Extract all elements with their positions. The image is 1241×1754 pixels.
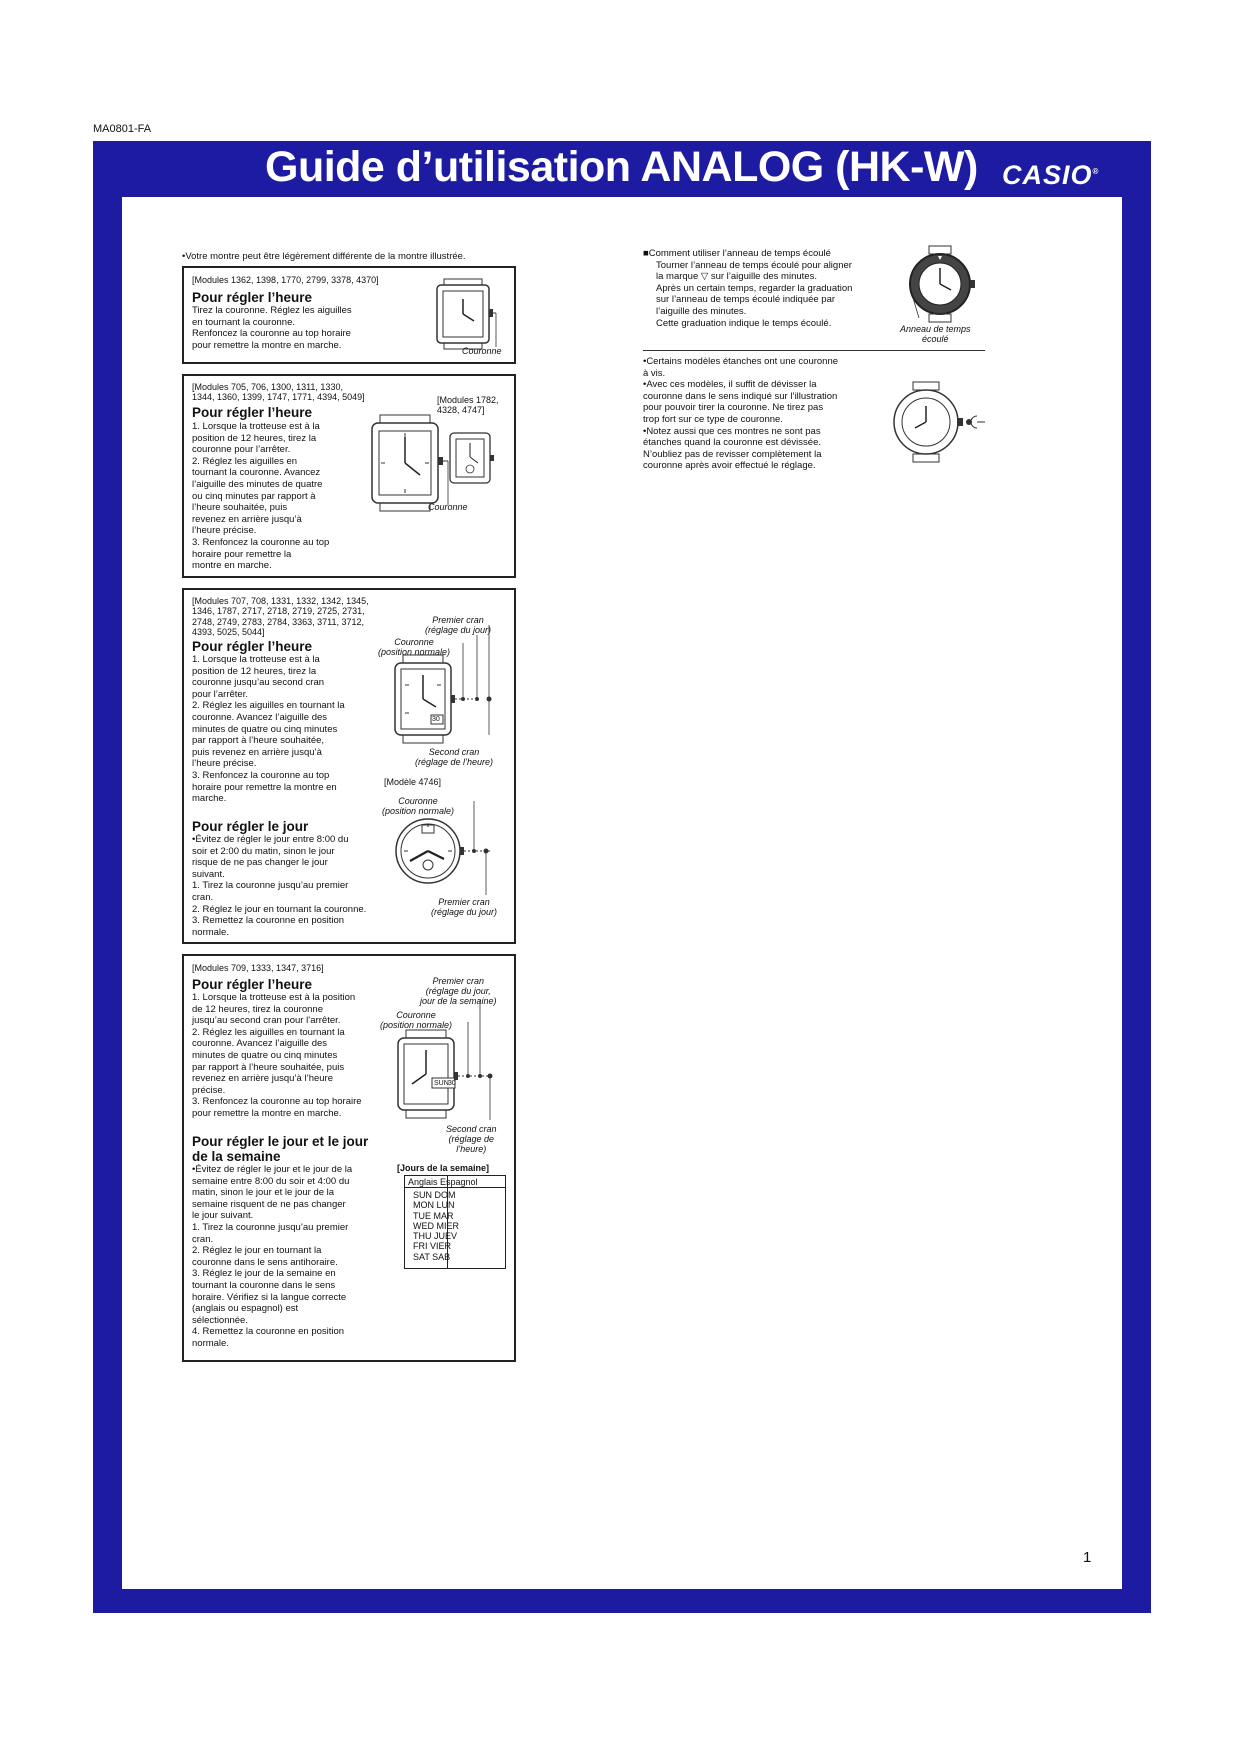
- box4-crown-normal-label: Couronne (position normale): [380, 1010, 453, 1030]
- box3-second-notch-label: Second cran (réglage de l’heure): [415, 747, 494, 767]
- box3-model-4746: [Modèle 4746]: [384, 777, 442, 787]
- elapsed-ring-text: ■Comment utiliser l’anneau de temps écoulé Tourner l’anneau de temps écoulé pour aligner la marque ▽ sur l’aiguille des minutes. Après un certain temps, regarder la graduation sur l’anneau de temps écoulé indiquée par l’aiguille des minutes. Cette graduation indique le temps écoulé.: [643, 248, 853, 329]
- box4-heading: Pour régler l’heure: [192, 977, 313, 992]
- watch-large-illustration: [370, 415, 502, 515]
- document-code: MA0801-FA: [93, 123, 152, 135]
- box2-heading: Pour régler l’heure: [192, 405, 313, 420]
- watch-date-illustration: [393, 655, 503, 745]
- box4-day-window: SUN: [434, 1080, 449, 1087]
- screw-crown-text: •Certains modèles étanches ont une couronne à vis. •Avec ces modèles, il suffit de dévisser la couronne dans le sens indiqué sur l’illustration pour pouvoir tirer la couronne. Ne tirez pas trop fort sur ce type de couronne. •Notez aussi que ces montres ne sont pas étanches quand la couronne est dévissée. N’oubliez pas de revisser complètement la couronne après avoir effectué le réglage.: [643, 356, 839, 472]
- box4-steps: 1. Lorsque la trotteuse est à la position de 12 heures, tirez la couronne jusqu’au second cran pour l’arrêter. 2. Réglez les aiguilles en tournant la couronne. Avancez l’aiguille des minutes de quatre ou cinq minutes par rapport à l’heure souhaitée, puis revenez en arrière jusqu’à l’heure précise. 3. Renfoncez la couronne au top horaire pour remettre la montre en marche.: [192, 992, 362, 1119]
- list-item: THU JUEV: [413, 1231, 458, 1242]
- box3-first-notch-label-2: Premier cran (réglage du jour): [431, 897, 498, 917]
- watch-day-date-illustration: [396, 1030, 506, 1120]
- box3-crown-normal-label: Couronne (position normale): [378, 637, 451, 657]
- intro-note: •Votre montre peut être légèrement différente de la montre illustrée.: [182, 251, 466, 262]
- page-number: 1: [1083, 1549, 1092, 1566]
- box4-steps-2: •Évitez de régler le jour et le jour de la semaine entre 8:00 du soir et 4:00 du matin, sinon le jour et le jour de la semaine risquent de ne pas changer le jour suivant. 1. Tirez la couronne jusqu’au premier cran. 2. Réglez le jour en tournant la couronne dans le sens antihoraire. 3. Réglez le jour de la semaine en tournant la couronne dans le sens horaire. Vérifiez si la langue correcte (anglais ou espagnol) est sélectionnée. 4. Remettez la couronne en position normale.: [192, 1164, 353, 1349]
- diver-watch-illustration: [905, 246, 985, 326]
- box3-first-notch-label: Premier cran (réglage du jour): [425, 615, 492, 635]
- box3-crown-normal-label-2: Couronne (position normale): [382, 796, 455, 816]
- list-item: TUE MAR: [413, 1210, 454, 1221]
- days-table-title: [Jours de la semaine]: [397, 1163, 490, 1173]
- box3-steps-2: •Évitez de régler le jour entre 8:00 du soir et 2:00 du matin, sinon le jour risque de ne pas changer le jour suivant. 1. Tirez la couronne jusqu’au premier cran. 2. Réglez le jour en tournant la couronne. 3. Remettez la couronne en position normale.: [192, 834, 367, 938]
- box4-modules: [Modules 709, 1333, 1347, 3716]: [192, 963, 324, 973]
- box2-alt-modules: [Modules 1782, 4328, 4747]: [437, 395, 499, 416]
- screw-crown-watch-illustration: [893, 382, 988, 462]
- watch-square-illustration: [436, 279, 496, 351]
- days-table-header: Anglais Espagnol: [408, 1177, 478, 1187]
- section-divider: [643, 350, 985, 351]
- box4-second-notch-label: Second cran (réglage de l’heure): [446, 1124, 497, 1154]
- box1-crown-label: Couronne: [462, 346, 502, 356]
- box3-date-window: 30: [432, 716, 440, 723]
- box3-heading-2: Pour régler le jour: [192, 819, 309, 834]
- box3-steps: 1. Lorsque la trotteuse est à la position de 12 heures, tirez la couronne jusqu’au second cran pour l’arrêter. 2. Réglez les aiguilles en tournant la couronne. Avancez l’aiguille des minutes de quatre ou cinq minutes par rapport à l’heure souhaitée, puis revenez en arrière jusqu’à l’heure précise. 3. Renfoncez la couronne au top horaire pour remettre la montre en marche.: [192, 654, 345, 805]
- box1-text: Tirez la couronne. Réglez les aiguilles en tournant la couronne. Renfoncez la couronne au top horaire pour remettre la montre en marche.: [192, 305, 352, 351]
- box2-crown-label: Couronne: [428, 502, 468, 512]
- box1-modules: [Modules 1362, 1398, 1770, 2799, 3378, 4370]: [192, 275, 379, 285]
- box2-steps: 1. Lorsque la trotteuse est à la position de 12 heures, tirez la couronne pour l’arrêter. 2. Réglez les aiguilles en tournant la couronne. Avancez l’aiguille des minutes de quatre ou cinq minutes par rapport à l’heure souhaitée, puis revenez en arrière jusqu’à l’heure précise. 3. Renfoncez la couronne au top horaire pour remettre la montre en marche.: [192, 421, 330, 572]
- box2-modules: [Modules 705, 706, 1300, 1311, 1330, 1344, 1360, 1399, 1747, 1771, 4394, 5049]: [192, 382, 365, 403]
- box3-heading: Pour régler l’heure: [192, 639, 313, 654]
- box4-heading-2: Pour régler le jour et le jour de la semaine: [192, 1134, 369, 1164]
- casio-logo: CASIO®: [1002, 160, 1100, 190]
- box1-heading: Pour régler l’heure: [192, 290, 313, 305]
- list-item: WED MIER: [413, 1220, 459, 1231]
- list-item: SUN DOM: [413, 1190, 456, 1200]
- box4-date-window: 30: [448, 1080, 456, 1087]
- days-table-rows: [413, 1190, 459, 1262]
- watch-round-illustration: [396, 815, 506, 895]
- box4-first-notch-label: Premier cran (réglage du jour, jour de la semaine): [420, 976, 497, 1006]
- list-item: SAT SAB: [413, 1251, 451, 1262]
- elapsed-ring-label: Anneau de temps écoulé: [900, 324, 971, 344]
- page-title: Guide d’utilisation ANALOG (HK-W): [265, 143, 978, 191]
- list-item: FRI VIER: [413, 1241, 452, 1252]
- list-item: MON LUN: [413, 1200, 455, 1211]
- box3-modules: [Modules 707, 708, 1331, 1332, 1342, 1345, 1346, 1787, 2717, 2718, 2719, 2725, 2731, 2748, 2749, 2783, 2784, 3363, 3711, 3712, 4393, 5025, 5044]: [192, 596, 369, 638]
